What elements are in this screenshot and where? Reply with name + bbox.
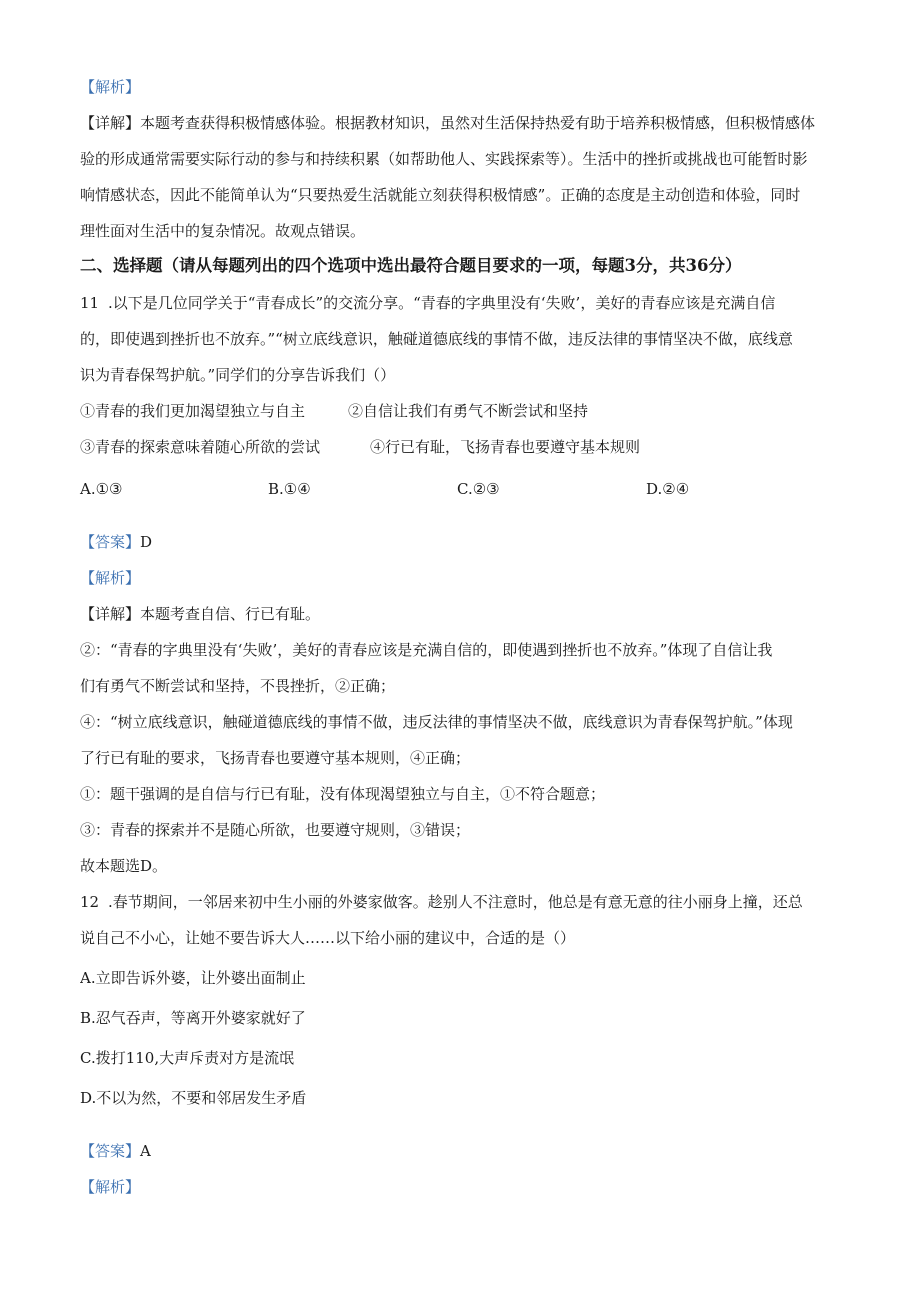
detail-paragraph-line: ③：青春的探索并不是随心所欲，也要遵守规则，③错误；: [80, 821, 471, 839]
analysis-label: 【解析】: [80, 78, 141, 96]
answer-label: 【答案】: [80, 1142, 141, 1160]
answer-line: [80, 532, 845, 552]
statement-4: ④行已有耻，飞扬青春也要遵守基本规则: [370, 438, 641, 456]
option-b: B.①④: [268, 480, 311, 498]
question-12-stem-line: 12 .春节期间，一邻居来初中生小丽的外婆家做客。趁别人不注意时，他总是有意无意的往小丽身上撞，还总: [80, 893, 803, 911]
detail-paragraph-line: 响情感状态，因此不能简单认为“只要热爱生活就能立刻获得积极情感”。正确的态度是主动创造和体验，同时: [80, 186, 801, 204]
option-d: D.②④: [646, 480, 690, 498]
detail-paragraph-line: 理性面对生活中的复杂情况。故观点错误。: [80, 222, 366, 240]
statement-2: ②自信让我们有勇气不断尝试和坚持: [348, 402, 589, 420]
detail-paragraph-line: ②：“青春的字典里没有‘失败’，美好的青春应该是充满自信的，即使遇到挫折也不放弃。”体现了自信让我: [80, 641, 773, 659]
detail-paragraph-line: 故本题选D。: [80, 857, 168, 875]
detail-paragraph-line: 们有勇气不断尝试和坚持，不畏挫折，②正确；: [80, 677, 396, 695]
detail-paragraph-line: ①：题干强调的是自信与行已有耻，没有体现渴望独立与自主，①不符合题意；: [80, 785, 606, 803]
statement-3: ③青春的探索意味着随心所欲的尝试: [80, 438, 321, 456]
detail-label: 【详解】: [80, 605, 141, 623]
statement-1: ①青春的我们更加渴望独立与自主: [80, 402, 306, 420]
option-d: D.不以为然，不要和邻居发生矛盾: [80, 1089, 307, 1107]
section-heading: 二、选择题（请从每题列出的四个选项中选出最符合题目要求的一项，每题3分，共36分）: [80, 256, 742, 275]
detail-paragraph-line: 【详解】本题考查获得积极情感体验。根据教材知识，虽然对生活保持热爱有助于培养积极情感，但积极情感体: [80, 114, 816, 132]
option-c: C.②③: [457, 480, 500, 498]
detail-paragraph-line: 验的形成通常需要实际行动的参与和持续积累（如帮助他人、实践探索等）。生活中的挫折或挑战也可能暂时影: [80, 150, 808, 168]
question-11-stem-line: 识为青春保驾护航。”同学们的分享告诉我们（）: [80, 366, 396, 384]
detail-paragraph-line: ④：“树立底线意识，触碰道德底线的事情不做，违反法律的事情坚决不做，底线意识为青春保驾护航。”体现: [80, 713, 793, 731]
answer-value: A: [140, 1142, 151, 1160]
detail-paragraph-line: 【详解】本题考查自信、行已有耻。: [80, 605, 321, 623]
analysis-label: 【解析】: [80, 1178, 141, 1196]
detail-label: 【详解】: [80, 114, 141, 132]
question-11-stem-line: 11 .以下是几位同学关于“青春成长”的交流分享。“青春的字典里没有‘失败’，美好的青春应该是充满自信: [80, 294, 776, 312]
detail-paragraph-line: 了行已有耻的要求，飞扬青春也要遵守基本规则，④正确；: [80, 749, 471, 767]
answer-value: D: [140, 533, 153, 551]
question-number: 11: [80, 294, 100, 312]
question-number: 12: [80, 893, 100, 911]
analysis-label: 【解析】: [80, 569, 141, 587]
option-a: A.立即告诉外婆，让外婆出面制止: [80, 969, 306, 987]
option-b: B.忍气吞声，等离开外婆家就好了: [80, 1009, 306, 1027]
option-c: C.拨打110,大声斥责对方是流氓: [80, 1049, 295, 1067]
question-11-stem-line: 的，即使遇到挫折也不放弃。”“树立底线意识，触碰道德底线的事情不做，违反法律的事情坚决不做，底线意: [80, 330, 793, 348]
question-12-stem-line: 说自己不小心，让她不要告诉大人……以下给小丽的建议中，合适的是（）: [80, 929, 576, 947]
answer-line: [80, 1141, 845, 1161]
option-a: A.①③: [80, 480, 123, 498]
answer-label: 【答案】: [80, 533, 141, 551]
